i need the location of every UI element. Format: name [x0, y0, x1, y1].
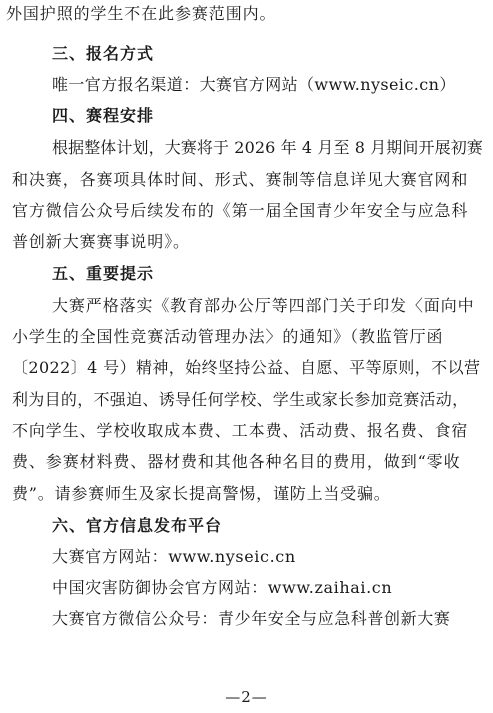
section-heading-platforms: 六、官方信息发布平台 [52, 516, 223, 535]
page-number: —2— [225, 688, 268, 706]
text-line: 外国护照的学生不在此参赛范围内。 [6, 4, 277, 23]
section-heading-registration: 三、报名方式 [52, 44, 155, 63]
text-line: 利为目的，不强迫、诱导任何学校、学生或家长参加竞赛活动， [12, 390, 469, 409]
text-line: 大赛严格落实《教育部办公厅等四部门关于印发〈面向中 [52, 296, 475, 315]
text-line: 官方微信公众号后续发布的《第一届全国青少年安全与应急科 [12, 201, 469, 220]
text-line: 费”。请参赛师生及家长提高警惕，谨防上当受骗。 [12, 484, 391, 503]
text-line: 中国灾害防御协会官方网站：www.zaihai.cn [52, 578, 393, 597]
text-line: 根据整体计划，大赛将于 2026 年 4 月至 8 月期间开展初赛 [52, 138, 483, 157]
text-line: 费、参赛材料费、器材费和其他各种名目的费用，做到“零收 [12, 452, 461, 471]
text-line: 大赛官方网站：www.nyseic.cn [52, 547, 296, 566]
section-heading-notice: 五、重要提示 [52, 264, 155, 283]
section-heading-schedule: 四、赛程安排 [52, 106, 155, 125]
text-line: 不向学生、学校收取成本费、工本费、活动费、报名费、食宿 [12, 421, 469, 440]
text-line: 唯一官方报名渠道：大赛官方网站（www.nyseic.cn） [52, 75, 456, 94]
text-line: 普创新大赛赛事说明》。 [12, 232, 190, 251]
text-line: 小学生的全国性竞赛活动管理办法〉的通知》（教监管厅函 [12, 327, 444, 346]
text-line: 大赛官方微信公众号：青少年安全与应急科普创新大赛 [52, 609, 451, 628]
text-line: 〔2022〕4 号）精神，始终坚持公益、自愿、平等原则，不以营 [12, 358, 481, 377]
text-line: 和决赛，各赛项具体时间、形式、赛制等信息详见大赛官网和 [12, 170, 469, 189]
